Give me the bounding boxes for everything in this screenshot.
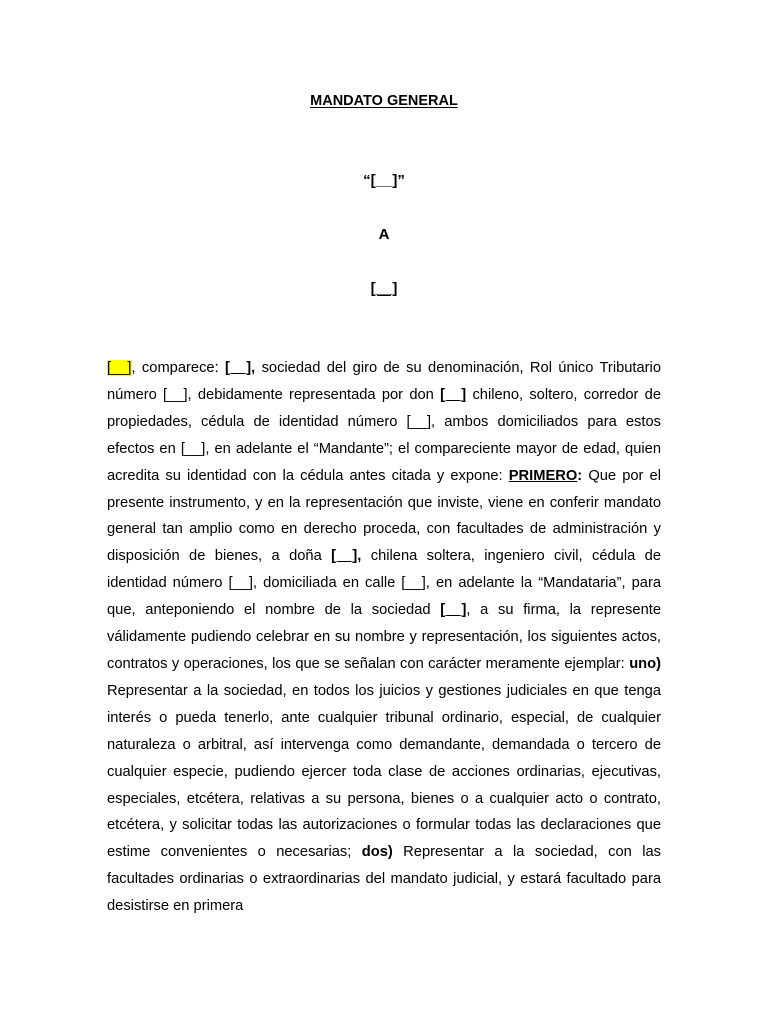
body-text-segment: Que por el presente instrumento, y en la representación que inviste, viene en conferir mandato general tan amplio como en derecho proceda, con facultades de administración y disposición de bienes, a doña	[107, 467, 661, 565]
clause-heading-primero: PRIMERO	[508, 467, 578, 484]
clause-heading-colon: :	[577, 467, 583, 484]
party-two-placeholder	[0, 280, 768, 298]
body-text-segment: sociedad del giro de su denominación, Rol único Tributario número [__], debidamente representada por don	[107, 360, 661, 403]
body-text-segment: Representar a la sociedad, con las facultades ordinarias o extraordinarias del mandato judicial, y estará facultado para desistirse en primera	[107, 844, 661, 915]
body-text-segment: chilena soltera, ingeniero civil, cédula de identidad número [__], domiciliada en calle [__], en adelante la “Mandataria”, para que, anteponiendo el nombre de la sociedad	[107, 548, 662, 619]
party-one-placeholder: “[__]”	[363, 172, 405, 189]
item-label-uno: uno)	[629, 655, 661, 672]
party-two-text: [__]	[370, 280, 398, 297]
body-text-segment: chileno, soltero, corredor de propiedades, cédula de identidad número [__], ambos domiciliados para estos efectos en [__], en adelante el “Mandante”; el compareciente mayor de edad, quien acredita su identidad con la cédula antes citada y expone:	[107, 386, 662, 484]
connector-letter: A	[378, 226, 390, 243]
highlighted-placeholder: [__]	[107, 360, 132, 376]
document-title	[0, 92, 768, 110]
representative-placeholder: [__]	[440, 386, 467, 403]
body-text-segment: , comparece:	[131, 360, 226, 376]
body-text-segment: , a su firma, la represente válidamente pudiendo celebrar en su nombre y representación, los siguientes actos, contratos y operaciones, los que se señalan con carácter meramente ejemplar:	[107, 602, 661, 672]
body-text-segment: Representar a la sociedad, en todos los juicios y gestiones judiciales en que tenga interés o pueda tenerlo, ante cualquier tribunal ordinario, especial, de cualquier naturaleza o arbitral, así intervenga como demandante, demandada o tercero de cualquier especie, pudiendo ejercer toda clase de acciones ordinarias, ejecutivas, especiales, etcétera, relativas a su persona, bienes o a cualquier acto o contrato, etcétera, y solicitar todas las autorizaciones o formular todas las declaraciones que estime convenientes o necesarias;	[107, 682, 661, 861]
mandate-body-paragraph	[107, 355, 661, 920]
society-placeholder: [__]	[440, 602, 467, 619]
item-label-dos: dos)	[361, 844, 393, 861]
agent-placeholder: [__],	[331, 548, 362, 565]
document-title-text: MANDATO GENERAL	[310, 93, 458, 109]
company-placeholder: [__],	[225, 360, 256, 376]
